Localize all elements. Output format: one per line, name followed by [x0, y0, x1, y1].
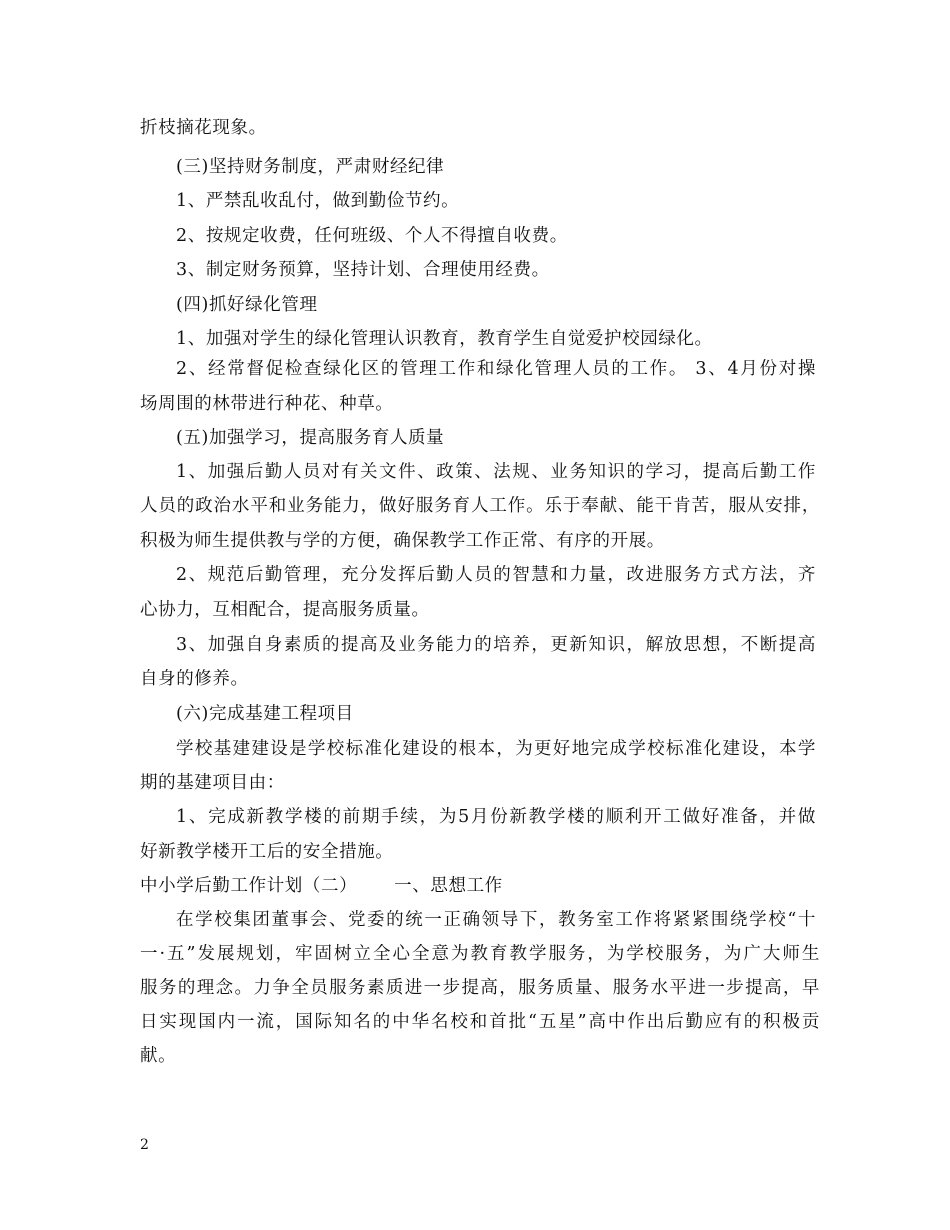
- text-line: 献。: [140, 1046, 177, 1066]
- section-heading: (四)抓好绿化管理: [176, 295, 318, 315]
- text-line: 一·五”发展规划，牢固树立全心全意为教育教学服务，为学校服务，为广大师生: [140, 944, 820, 964]
- text-line: 3、制定财务预算，坚持计划、合理使用经费。: [176, 260, 550, 280]
- text-line: 场周围的林带进行种花、种草。: [140, 394, 394, 414]
- text-line: 1、加强对学生的绿化管理认识教育，教育学生自觉爱护校园绿化。: [176, 329, 713, 349]
- section-heading: (三)坚持财务制度，严肃财经纪律: [176, 157, 445, 177]
- page-number: 2: [140, 1137, 149, 1153]
- text-line: 好新教学楼开工后的安全措施。: [140, 842, 394, 862]
- text-line: 2、按规定收费，任何班级、个人不得擅自收费。: [176, 226, 568, 246]
- section-heading: (五)加强学习，提高服务育人质量: [176, 428, 445, 448]
- text-line: 1、严禁乱收乱付，做到勤俭节约。: [176, 191, 460, 211]
- text-line: 1、完成新教学楼的前期手续，为5月份新教学楼的顺利开工做好准备，并做: [176, 807, 816, 827]
- text-line: 心协力，互相配合，提高服务质量。: [140, 600, 430, 620]
- document-title: 中小学后勤工作计划（二） 一、思想工作: [140, 876, 503, 896]
- text-line: 学校基建建设是学校标准化建设的根本，为更好地完成学校标准化建设，本学: [176, 739, 816, 759]
- text-line: 2、规范后勤管理，充分发挥后勤人员的智慧和力量，改进服务方式方法，齐: [176, 565, 816, 585]
- section-heading: (六)完成基建工程项目: [176, 704, 354, 724]
- text-line: 1、加强后勤人员对有关文件、政策、法规、业务知识的学习，提高后勤工作: [176, 462, 816, 482]
- text-line: 在学校集团董事会、党委的统一正确领导下，教务室工作将紧紧围绕学校“十: [176, 910, 816, 930]
- text-line: 日实现国内一流，国际知名的中华名校和首批“五星”高中作出后勤应有的积极贡: [140, 1012, 820, 1032]
- text-line: 积极为师生提供教与学的方便，确保教学工作正常、有序的开展。: [140, 531, 665, 551]
- text-line: 自身的修养。: [140, 669, 249, 689]
- text-line: 折枝摘花现象。: [140, 118, 267, 138]
- text-line: 服务的理念。力争全员服务素质进一步提高，服务质量、服务水平进一步提高，早: [140, 978, 820, 998]
- text-line: 2、经常督促检查绿化区的管理工作和绿化管理人员的工作。 3、4月份对操: [176, 359, 816, 379]
- text-line: 人员的政治水平和业务能力，做好服务育人工作。乐于奉献、能干肯苦，服从安排，: [140, 496, 820, 516]
- text-line: 3、加强自身素质的提高及业务能力的培养，更新知识，解放思想，不断提高: [176, 635, 816, 655]
- text-line: 期的基建项目由：: [140, 773, 285, 793]
